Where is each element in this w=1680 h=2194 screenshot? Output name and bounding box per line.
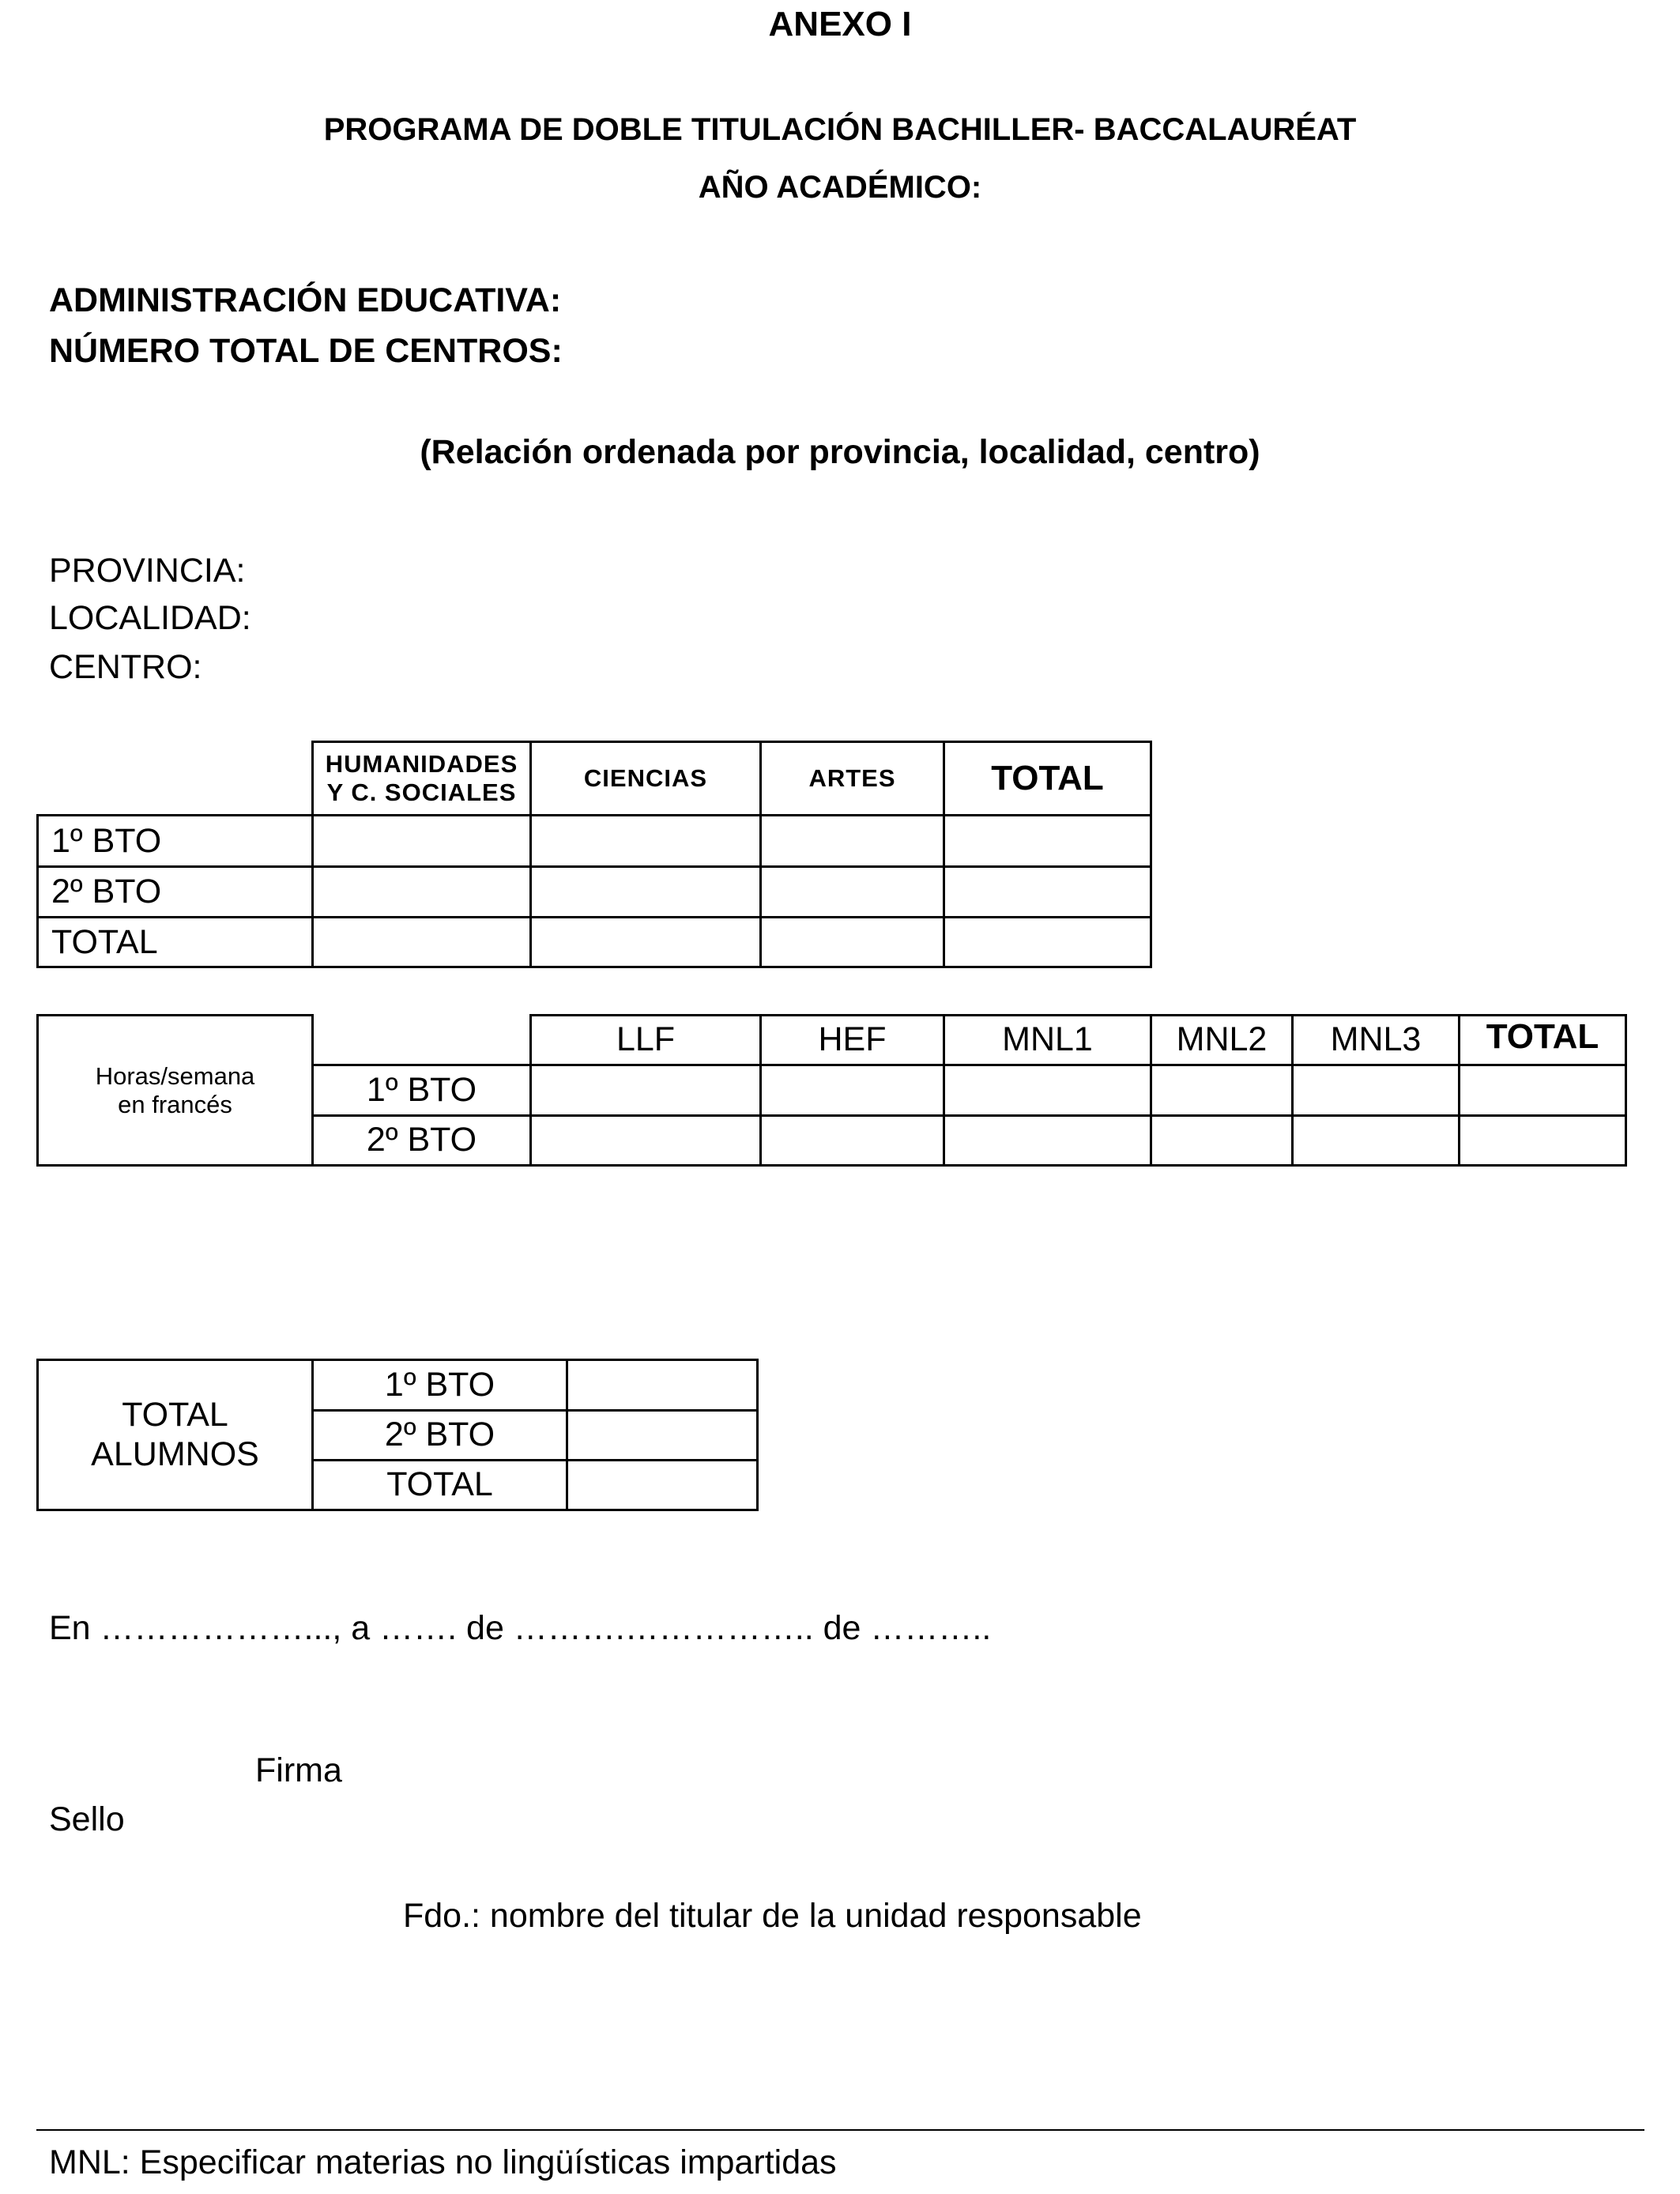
students-row-label-total: TOTAL: [386, 1465, 493, 1504]
table-rule: [756, 1359, 759, 1511]
hours-row-label-1-bto: 1º BTO: [366, 1070, 477, 1109]
table-rule: [36, 1509, 759, 1511]
subject-header-mnl3: MNL3: [1330, 1020, 1422, 1059]
subject-header-llf: LLF: [616, 1020, 676, 1059]
annex-title: ANEXO I: [768, 5, 912, 43]
place-date-line: En ………………..., a ……. de ……….…………….. de ………..: [49, 1609, 992, 1647]
table-rule: [566, 1359, 568, 1511]
total-students-label: TOTAL ALUMNOS: [91, 1396, 259, 1473]
footnote-separator: [36, 2129, 1644, 2131]
table-rule: [36, 966, 1152, 968]
signature-label: Firma: [255, 1751, 342, 1789]
table-rule: [1150, 741, 1152, 968]
table-rule: [1625, 1014, 1627, 1167]
program-title: PROGRAMA DE DOBLE TITULACIÓN BACHILLER- BACCALAURÉAT: [323, 112, 1357, 147]
subject-header-mnl2: MNL2: [1176, 1020, 1268, 1059]
ordering-note: (Relación ordenada por provincia, localidad, centro): [420, 433, 1260, 471]
subject-header-total: TOTAL: [1486, 1016, 1599, 1056]
table-rule: [36, 1164, 1627, 1167]
row-label-1-bto: 1º BTO: [51, 821, 162, 860]
locality-label: LOCALIDAD:: [49, 599, 251, 637]
signed-by-label: Fdo.: nombre del titular de la unidad responsable: [403, 1897, 1142, 1935]
seal-label: Sello: [49, 1800, 125, 1838]
subject-header-hef: HEF: [818, 1020, 887, 1059]
hours-row-label-2-bto: 2º BTO: [366, 1121, 477, 1159]
row-label-total: TOTAL: [51, 922, 158, 961]
academic-year-label: AÑO ACADÉMICO:: [698, 170, 982, 205]
students-row-label-1-bto: 1º BTO: [384, 1365, 495, 1404]
column-header-sciences: CIENCIAS: [583, 764, 708, 793]
row-label-2-bto: 2º BTO: [51, 873, 162, 910]
column-header-humanities: HUMANIDADES Y C. SOCIALES: [325, 750, 518, 806]
students-row-label-2-bto: 2º BTO: [384, 1416, 495, 1454]
center-label: CENTRO:: [49, 648, 202, 686]
column-header-arts: ARTES: [808, 764, 896, 793]
subject-header-mnl1: MNL1: [1002, 1020, 1093, 1059]
column-header-total: TOTAL: [991, 758, 1104, 797]
footnote: MNL: Especificar materias no lingüísticas impartidas: [49, 2143, 837, 2181]
hours-row-header: Horas/semana en francés: [95, 1061, 255, 1118]
province-label: PROVINCIA:: [49, 552, 246, 590]
education-administration-label: ADMINISTRACIÓN EDUCATIVA:: [49, 281, 562, 319]
total-centers-label: NÚMERO TOTAL DE CENTROS:: [49, 332, 563, 370]
